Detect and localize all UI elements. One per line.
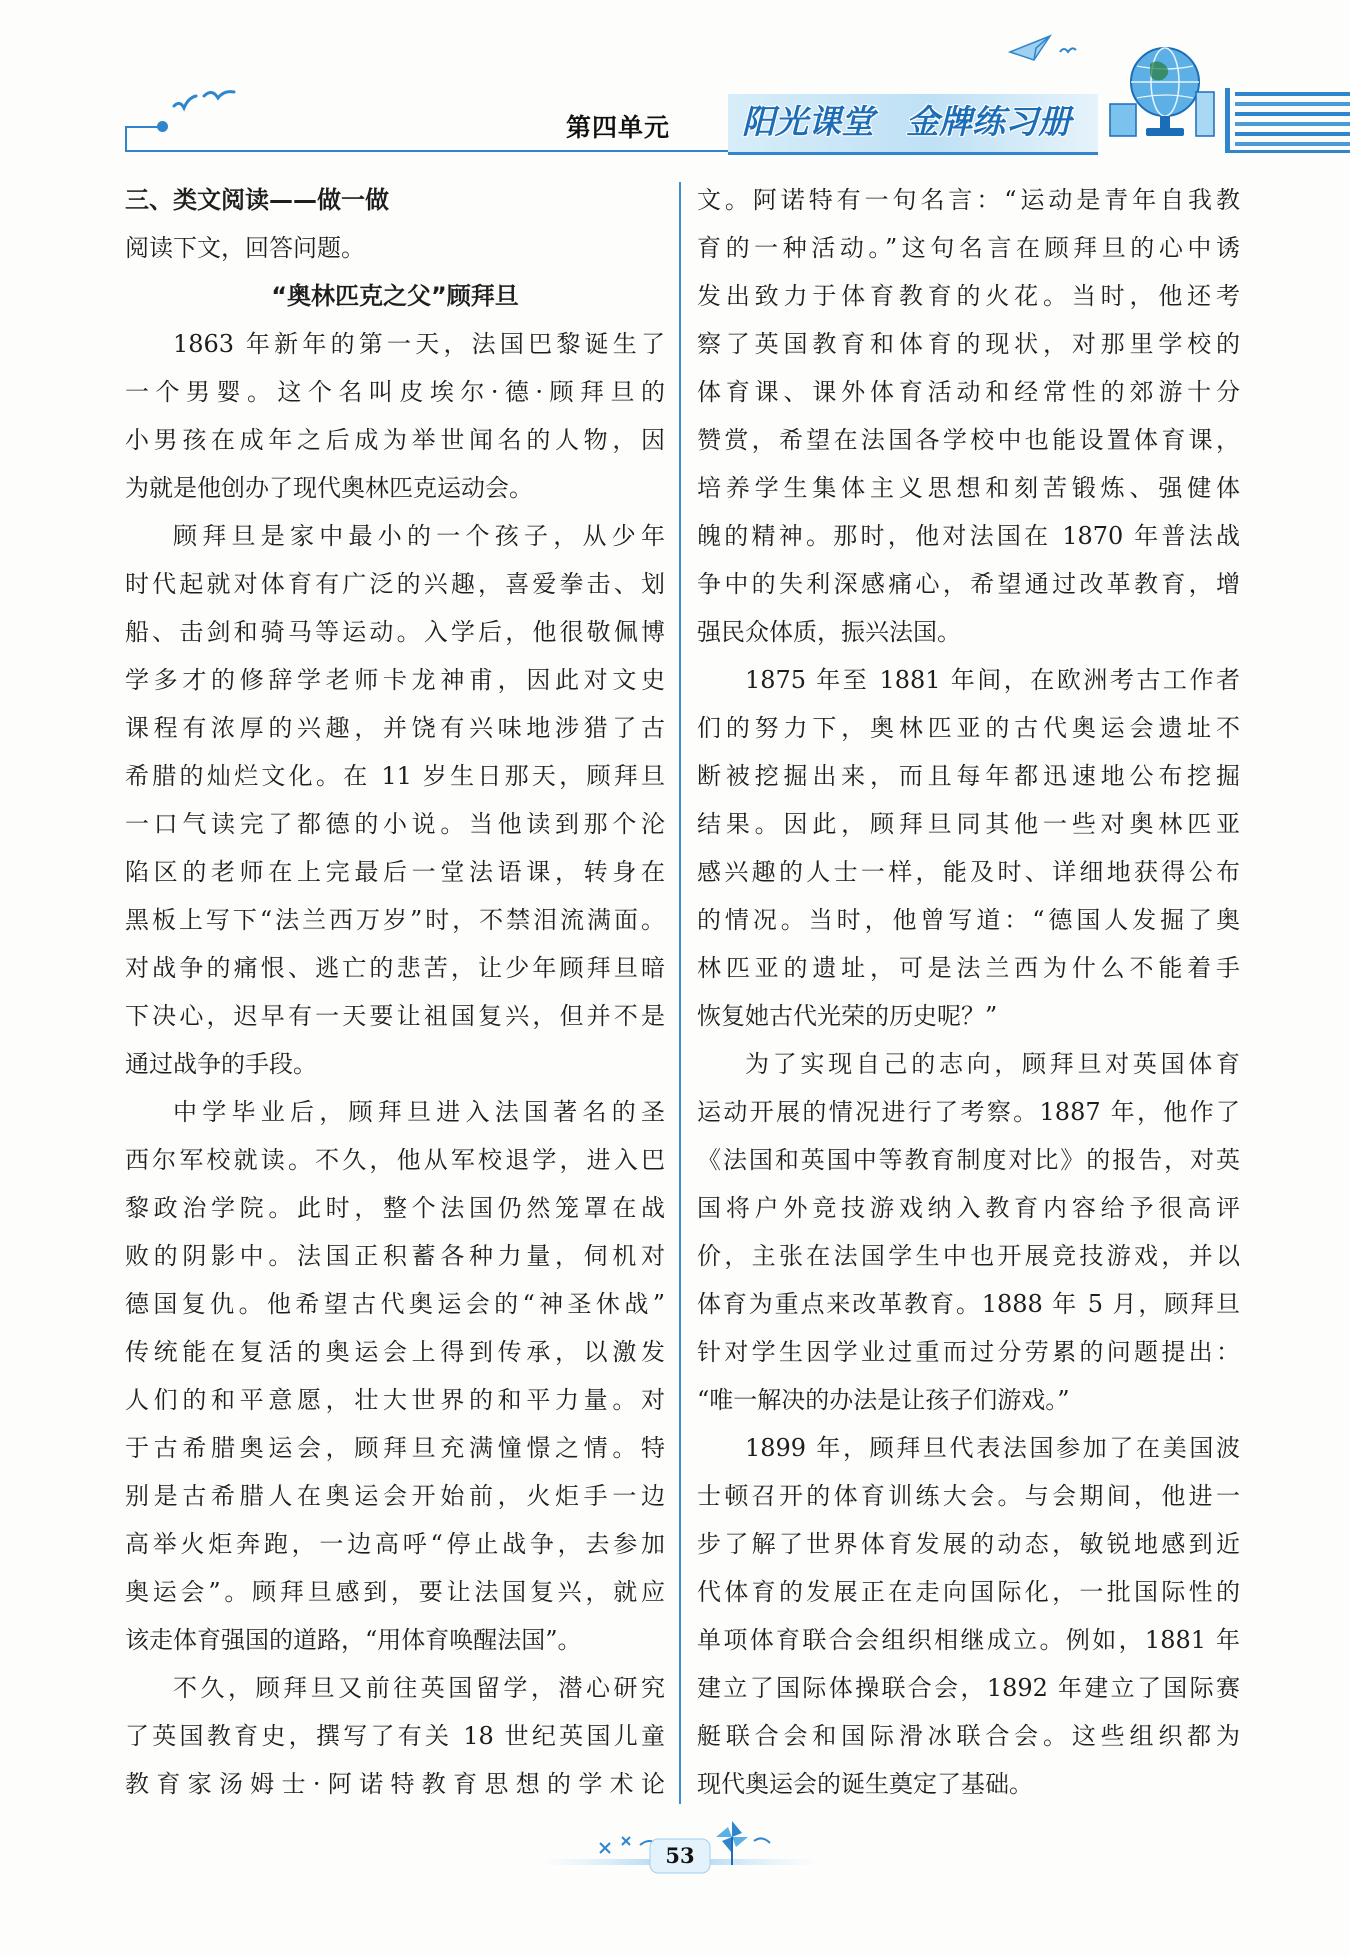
right-column — [697, 176, 1240, 1808]
text-line: 别是古希腊人在奥运会开始前，火炬手一边 — [125, 1482, 665, 1510]
text-line: 下决心，迟早有一天要让祖国复兴，但并不是 — [125, 1002, 665, 1030]
paragraph — [125, 320, 665, 512]
pinwheel-icon — [716, 1821, 748, 1865]
text-line: 对战争的痛恨、逃亡的悲苦，让少年顾拜旦暗 — [125, 954, 665, 982]
text-line: 1863 年新年的第一天，法国巴黎诞生了 — [173, 330, 665, 358]
text-line: 代体育的发展正在走向国际化，一批国际性的 — [697, 1578, 1240, 1606]
text-line: 为就是他创办了现代奥林匹克运动会。 — [125, 474, 533, 502]
text-line: 课程有浓厚的兴趣，并饶有兴味地涉猎了古 — [125, 714, 665, 742]
text-line: 人们的和平意愿，壮大世界的和平力量。对 — [125, 1386, 665, 1414]
text-line: 发出致力于体育教育的火花。当时，他还考 — [697, 282, 1240, 310]
text-line: 该走体育强国的道路，“用体育唤醒法国”。 — [125, 1626, 582, 1654]
text-line: 黎政治学院。此时，整个法国仍然笼罩在战 — [125, 1194, 665, 1222]
column-divider — [679, 182, 681, 1804]
article-title: “奥林匹克之父”顾拜旦 — [271, 282, 519, 310]
text-line: 育的一种活动。”这句名言在顾拜旦的心中诱 — [697, 234, 1240, 262]
instruction-text: 阅读下文，回答问题。 — [125, 234, 365, 262]
paragraph — [697, 1424, 1240, 1808]
text-line: 建立了国际体操联合会，1892 年建立了国际赛 — [697, 1674, 1240, 1702]
text-line: 结果。因此，顾拜旦同其他一些对奥林匹亚 — [697, 810, 1240, 838]
text-line: 步了解了世界体育发展的动态，敏锐地感到近 — [697, 1530, 1240, 1558]
text-line: 《法国和英国中等教育制度对比》的报告，对英 — [697, 1146, 1240, 1174]
text-line: 价，主张在法国学生中也开展竞技游戏，并以 — [697, 1242, 1240, 1270]
text-line: 不久，顾拜旦又前往英国留学，潜心研究 — [173, 1674, 665, 1702]
text-line: 顾拜旦是家中最小的一个孩子，从少年 — [173, 522, 665, 550]
text-line: 1875 年至 1881 年间，在欧洲考古工作者 — [745, 666, 1240, 694]
text-line: 现代奥运会的诞生奠定了基础。 — [697, 1770, 1033, 1798]
paragraph — [125, 1664, 665, 1808]
text-line: 一个男婴。这个名叫皮埃尔·德·顾拜旦的 — [125, 378, 665, 406]
text-line: “唯一解决的办法是让孩子们游戏。” — [697, 1386, 1070, 1414]
text-line: 小男孩在成年之后成为举世闻名的人物，因 — [125, 426, 665, 454]
text-line: 奥运会”。顾拜旦感到，要让法国复兴，就应 — [125, 1578, 665, 1606]
star-icon — [600, 1837, 630, 1853]
text-line: 培养学生集体主义思想和刻苦锻炼、强健体 — [697, 474, 1240, 502]
text-line: 运动开展的情况进行了考察。1887 年，他作了 — [697, 1098, 1240, 1126]
text-line: 学多才的修辞学老师卡龙神甫，因此对文史 — [125, 666, 665, 694]
text-line: 体育为重点来改革教育。1888 年 5 月，顾拜旦 — [697, 1290, 1240, 1318]
text-line: 体育课、课外体育活动和经常性的郊游十分 — [697, 378, 1240, 406]
text-line: 魄的精神。那时，他对法国在 1870 年普法战 — [697, 522, 1240, 550]
header-rule — [125, 150, 730, 152]
text-line: 传统能在复活的奥运会上得到传承，以激发 — [125, 1338, 665, 1366]
left-column — [125, 176, 665, 1808]
text-line: 断被挖掘出来，而且每年都迅速地公布挖掘 — [697, 762, 1240, 790]
text-line: 国将户外竞技游戏纳入教育内容给予很高评 — [697, 1194, 1240, 1222]
unit-title: 第四单元 — [566, 113, 671, 142]
book-stack-icon — [1110, 104, 1136, 136]
text-line: 察了英国教育和体育的现状，对那里学校的 — [697, 330, 1240, 358]
text-line: 们的努力下，奥林匹亚的古代奥运会遗址不 — [697, 714, 1240, 742]
text-line: 1899 年，顾拜旦代表法国参加了在美国波 — [745, 1434, 1240, 1462]
text-line: 败的阴影中。法国正积蓄各种力量，伺机对 — [125, 1242, 665, 1270]
text-line: 艇联合会和国际滑冰联合会。这些组织都为 — [697, 1722, 1240, 1750]
brand-name-left: 阳光课堂 — [742, 102, 874, 141]
paragraph — [697, 176, 1240, 656]
bird-icon — [1060, 48, 1076, 52]
brand-name-right: 金牌练习册 — [906, 102, 1071, 141]
flying-birds-icon — [170, 86, 240, 122]
text-line: 船、击剑和骑马等运动。入学后，他很敬佩博 — [125, 618, 665, 646]
text-line: 针对学生因学业过重而过分劳累的问题提出： — [697, 1338, 1240, 1366]
text-line: 黑板上写下“法兰西万岁”时，不禁泪流满面。 — [125, 906, 665, 934]
page-number: 53 — [665, 1843, 695, 1868]
section-heading: 三、类文阅读——做一做 — [125, 186, 389, 214]
text-line: 希腊的灿烂文化。在 11 岁生日那天，顾拜旦 — [125, 762, 665, 790]
text-line: 单项体育联合会组织相继成立。例如，1881 年 — [697, 1626, 1240, 1654]
text-line: 赞赏，希望在法国各学校中也能设置体育课， — [697, 426, 1240, 454]
text-line: 一口气读完了都德的小说。当他读到那个沦 — [125, 810, 665, 838]
paragraph — [125, 1088, 665, 1664]
text-line: 恢复她古代光荣的历史呢？” — [697, 1002, 998, 1030]
text-line: 通过战争的手段。 — [125, 1050, 317, 1078]
header-rule-cap — [125, 126, 161, 128]
globe-icon — [1131, 48, 1199, 136]
header-rule-tick — [125, 126, 127, 152]
text-line: 于古希腊奥运会，顾拜旦充满憧憬之情。特 — [125, 1434, 665, 1462]
text-line: 西尔军校就读。不久，他从军校退学，进入巴 — [125, 1146, 665, 1174]
text-line: 教育家汤姆士·阿诺特教育思想的学术论 — [125, 1770, 665, 1798]
paper-plane-icon — [1010, 36, 1050, 60]
text-line: 林匹亚的遗址，可是法兰西为什么不能着手 — [697, 954, 1240, 982]
header-stripes — [1225, 88, 1350, 158]
text-line: 感兴趣的人士一样，能及时、详细地获得公布 — [697, 858, 1240, 886]
text-line: 了英国教育史，撰写了有关 18 世纪英国儿童 — [125, 1722, 665, 1750]
text-line: 文。阿诺特有一句名言：“运动是青年自我教 — [697, 186, 1240, 214]
text-line: 为了实现自己的志向，顾拜旦对英国体育 — [745, 1050, 1240, 1078]
text-line: 士顿召开的体育训练大会。与会期间，他进一 — [697, 1482, 1240, 1510]
globe-illustration — [1000, 22, 1220, 152]
paragraph — [697, 656, 1240, 1040]
paragraph — [697, 1040, 1240, 1424]
text-line: 陷区的老师在上完最后一堂法语课，转身在 — [125, 858, 665, 886]
header-rule-dot — [157, 121, 168, 132]
text-line: 德国复仇。他希望古代奥运会的“神圣休战” — [125, 1290, 665, 1318]
text-line: 的情况。当时，他曾写道：“德国人发掘了奥 — [697, 906, 1240, 934]
text-line: 高举火炬奔跑，一边高呼“停止战争，去参加 — [125, 1530, 665, 1558]
text-line: 争中的失利深感痛心，希望通过改革教育，增 — [697, 570, 1240, 598]
text-line: 强民众体质，振兴法国。 — [697, 618, 961, 646]
paragraph — [125, 512, 665, 1088]
text-line: 中学毕业后，顾拜旦进入法国著名的圣 — [173, 1098, 665, 1126]
text-line: 时代起就对体育有广泛的兴趣，喜爱拳击、划 — [125, 570, 665, 598]
